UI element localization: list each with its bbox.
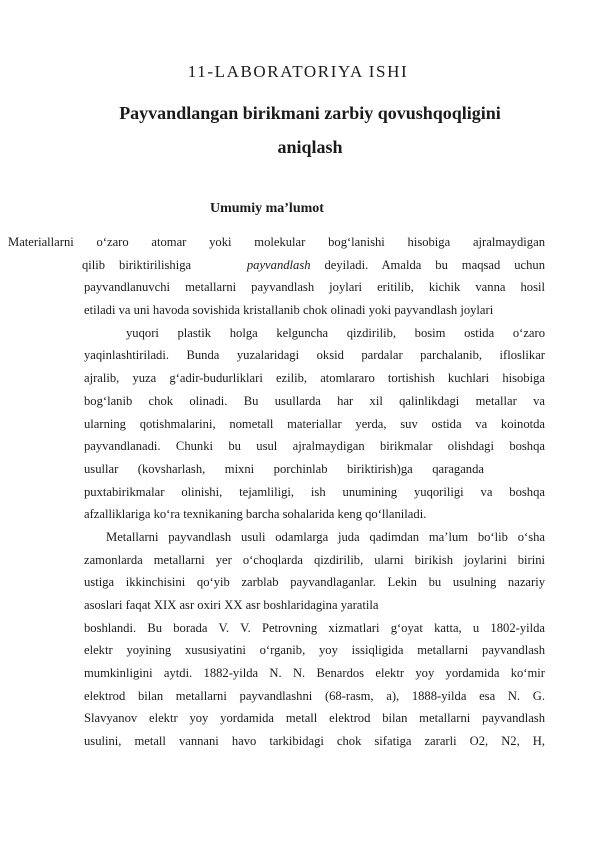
paragraph-line: etiladi va uni havoda sovishida kristallanib chok olinadi yoki payvandlash joylari: [84, 303, 494, 318]
paragraph-line: yuqori plastik holga kelguncha qizdirilib, bosim ostida o‘zaro: [126, 325, 545, 340]
subtitle-line-2: aniqlash: [277, 137, 343, 157]
section-title: Umumiy ma’lumot: [210, 201, 324, 216]
paragraph-line: payvandlanadi. Chunki bu usul ajralmaydigan birikmalar olishdagi boshqa: [84, 439, 545, 454]
paragraph-line: Slavyanov elektr yoy yordamida metall elektrod bilan metallarni payvandlash: [84, 711, 545, 726]
lab-title: 11-LABORATORIYA ISHI: [187, 62, 409, 81]
text-run: qilib biriktirilishiga: [82, 257, 192, 272]
paragraph-line: afzalliklariga ko‘ra texnikaning barcha sohalarida keng qo‘llaniladi.: [84, 507, 427, 522]
paragraph-line: [82, 254, 545, 277]
paragraph-line: usullar (kovsharlash, mixni porchinlab biriktirish)ga qaraganda: [84, 461, 484, 476]
paragraph-line: zamonlarda metallarni yer o‘choqlarda qizdirilib, ularni birikish joylarini birini: [84, 552, 545, 567]
paragraph-line: ajralib, yuza g‘adir-budurliklari ezilib, atomlararo tortishish kuchlari hisobiga: [84, 371, 545, 386]
paragraph-line: mumkinligini aytdi. 1882-yilda N. N. Benardos elektr yoy yordamida ko‘mir: [84, 666, 545, 681]
paragraph-line: ustiga ikkinchisini qo‘yib zarblab payvandlaganlar. Lekin bu usulning nazariy: [84, 575, 545, 590]
body-text: [8, 231, 545, 753]
paragraph-line: asoslari faqat XIX asr oxiri XX asr boshlaridagina yaratila: [84, 598, 379, 612]
paragraph-line: usulini, metall vannani havo tarkibidagi chok sifatiga zararli O2, N2, H,: [84, 734, 545, 749]
subtitle: [60, 96, 560, 164]
paragraph-line: Metallarni payvandlash usuli odamlarga juda qadimdan ma’lum bo‘lib o‘sha: [106, 529, 545, 544]
subtitle-line-1: Payvandlangan birikmani zarbiy qovushqoqligini: [119, 103, 501, 123]
paragraph-line: elektr yoyining xususiyatini o‘rganib, yoy issiqligida metallarni payvandlash: [84, 643, 545, 658]
paragraph-line: elektrod bilan metallarni payvandlashni (68-rasm, a), 1888-yilda esa N. G.: [84, 688, 545, 703]
paragraph-line: yaqinlashtiriladi. Bunda yuzalaridagi oksid pardalar parchalanib, ifloslikar: [84, 348, 545, 363]
text-run: deyiladi. Amalda bu maqsad uchun: [324, 257, 545, 272]
paragraph-line: puxtabirikmalar olinishi, tejamliligi, ish unumining yuqoriligi va boshqa: [84, 484, 545, 499]
paragraph-line: ularning qotishmalarini, nometall materiallar yerda, suv ostida va koinotda: [84, 416, 545, 431]
paragraph-line: bog‘lanib chok olinadi. Bu usullarda har xil qalinlikdagi metallar va: [84, 393, 545, 408]
paragraph-line: payvandlanuvchi metallarni payvandlash joylari eritilib, kichik vanna hosil: [84, 280, 545, 295]
paragraph-line: boshlandi. Bu borada V. V. Petrovning xizmatlari g‘oyat katta, u 1802-yilda: [84, 620, 545, 635]
italic-term: payvandlash: [246, 257, 311, 272]
paragraph-line: Materiallarni o‘zaro atomar yoki molekular bog‘lanishi hisobiga ajralmaydigan: [8, 235, 545, 249]
